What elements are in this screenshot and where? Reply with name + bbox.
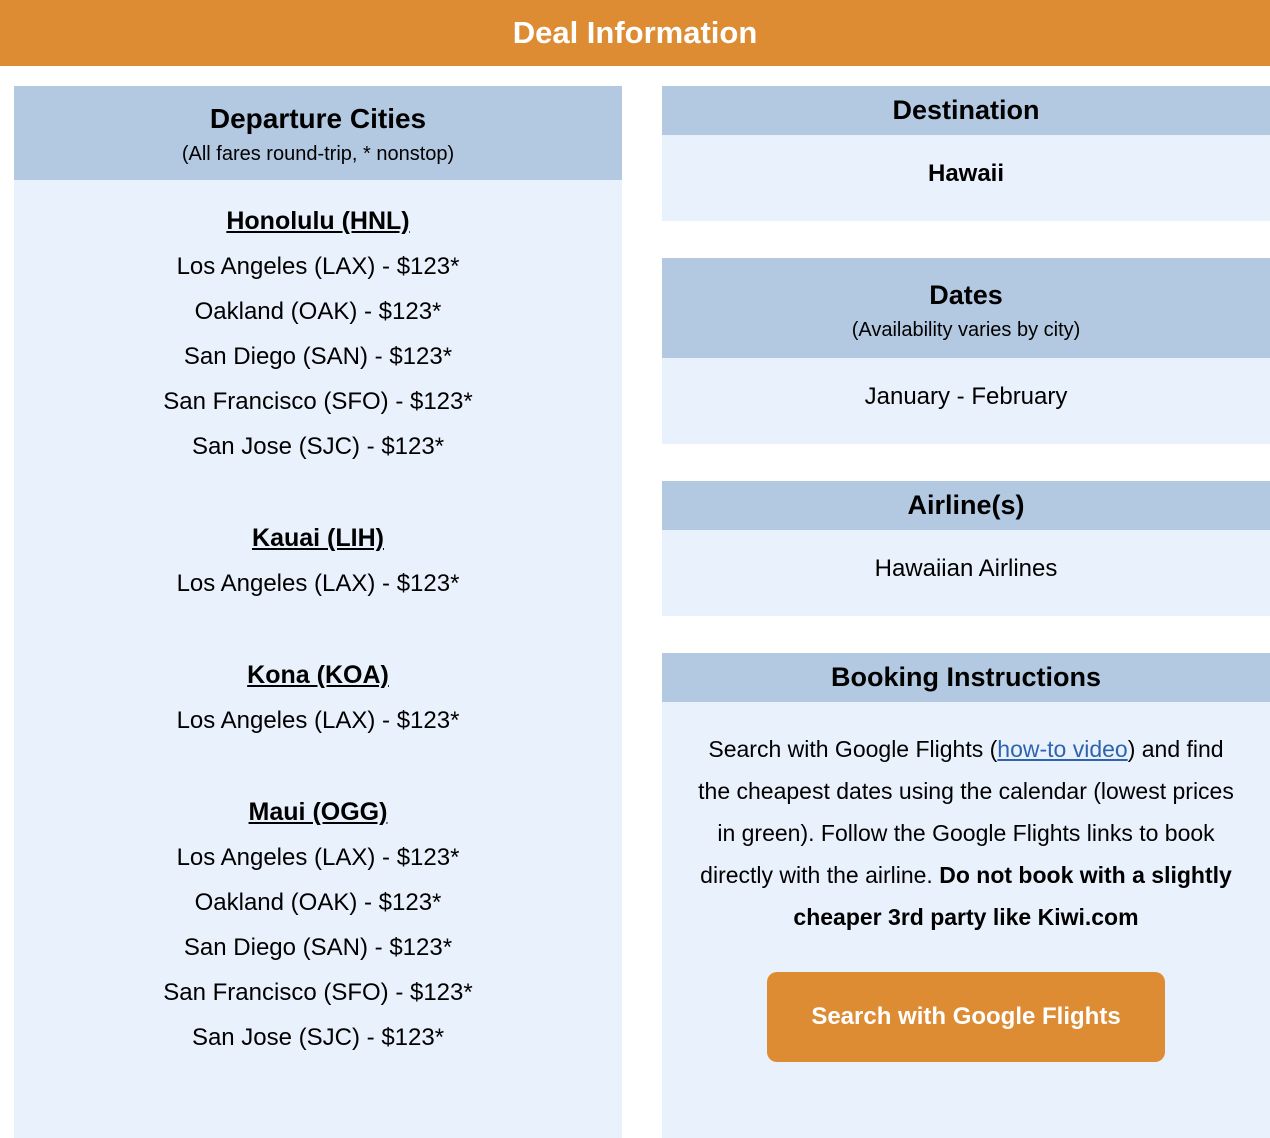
fare-line: San Francisco (SFO) - $123* [163,388,473,415]
departure-cities-card [14,86,622,1138]
destination-group [14,515,622,606]
deal-content [14,86,1270,1138]
airlines-card [662,481,1270,616]
search-google-flights-button[interactable]: Search with Google Flights [767,972,1164,1062]
booking-instructions-body [662,702,1270,1138]
dates-body [662,358,1270,444]
destination-header [662,86,1270,135]
deal-information-banner [0,0,1270,66]
departure-cities-column [14,86,622,1138]
booking-text-before-link: Search with Google Flights ( [708,736,998,762]
how-to-video-link[interactable]: how-to video [997,736,1128,762]
fare-line: Los Angeles (LAX) - $123* [176,570,460,597]
deal-details-column [662,86,1270,1138]
fare-line: San Diego (SAN) - $123* [183,934,453,961]
dates-header [662,258,1270,358]
page-title: Deal Information [512,15,758,50]
fare-line: Oakland (OAK) - $123* [194,298,442,325]
departure-cities-header [14,86,622,180]
destination-group [14,198,622,469]
booking-instructions-card [662,653,1270,1138]
departure-cities-title: Departure Cities [209,103,427,134]
fare-line: San Jose (SJC) - $123* [191,1024,445,1051]
booking-instructions-header [662,653,1270,702]
booking-text-warning: Do not book with a slightly cheaper 3rd party like Kiwi.com [793,862,1232,930]
destination-group [14,652,622,743]
booking-instructions-title: Booking Instructions [831,662,1101,692]
airlines-value: Hawaiian Airlines [874,555,1058,582]
airlines-body [662,530,1270,616]
fare-line: Los Angeles (LAX) - $123* [176,253,460,280]
airlines-title: Airline(s) [907,490,1025,520]
booking-instructions-text [690,728,1242,938]
destination-heading: Maui (OGG) [248,798,388,826]
destination-heading: Honolulu (HNL) [226,207,410,235]
destination-value: Hawaii [927,160,1005,187]
destination-body [662,135,1270,221]
departure-cities-subtitle: (All fares round-trip, * nonstop) [181,143,455,165]
booking-text-after-link: ) and find the cheapest dates using the calendar (lowest prices in green). Follow the Google Flights links to book directly with the airline. [698,736,1234,888]
destination-group [14,789,622,1060]
departure-cities-body [14,180,622,1138]
destination-title: Destination [892,95,1040,125]
fare-line: Los Angeles (LAX) - $123* [176,844,460,871]
dates-card [662,258,1270,444]
destination-heading: Kona (KOA) [247,661,389,689]
dates-subtitle: (Availability varies by city) [851,319,1081,341]
dates-title: Dates [929,280,1003,310]
fare-line: Los Angeles (LAX) - $123* [176,707,460,734]
dates-value: January - February [864,383,1068,410]
fare-line: San Jose (SJC) - $123* [191,433,445,460]
airlines-header [662,481,1270,530]
fare-line: Oakland (OAK) - $123* [194,889,442,916]
fare-line: San Diego (SAN) - $123* [183,343,453,370]
destination-heading: Kauai (LIH) [252,524,384,552]
fare-line: San Francisco (SFO) - $123* [163,979,473,1006]
destination-card [662,86,1270,221]
